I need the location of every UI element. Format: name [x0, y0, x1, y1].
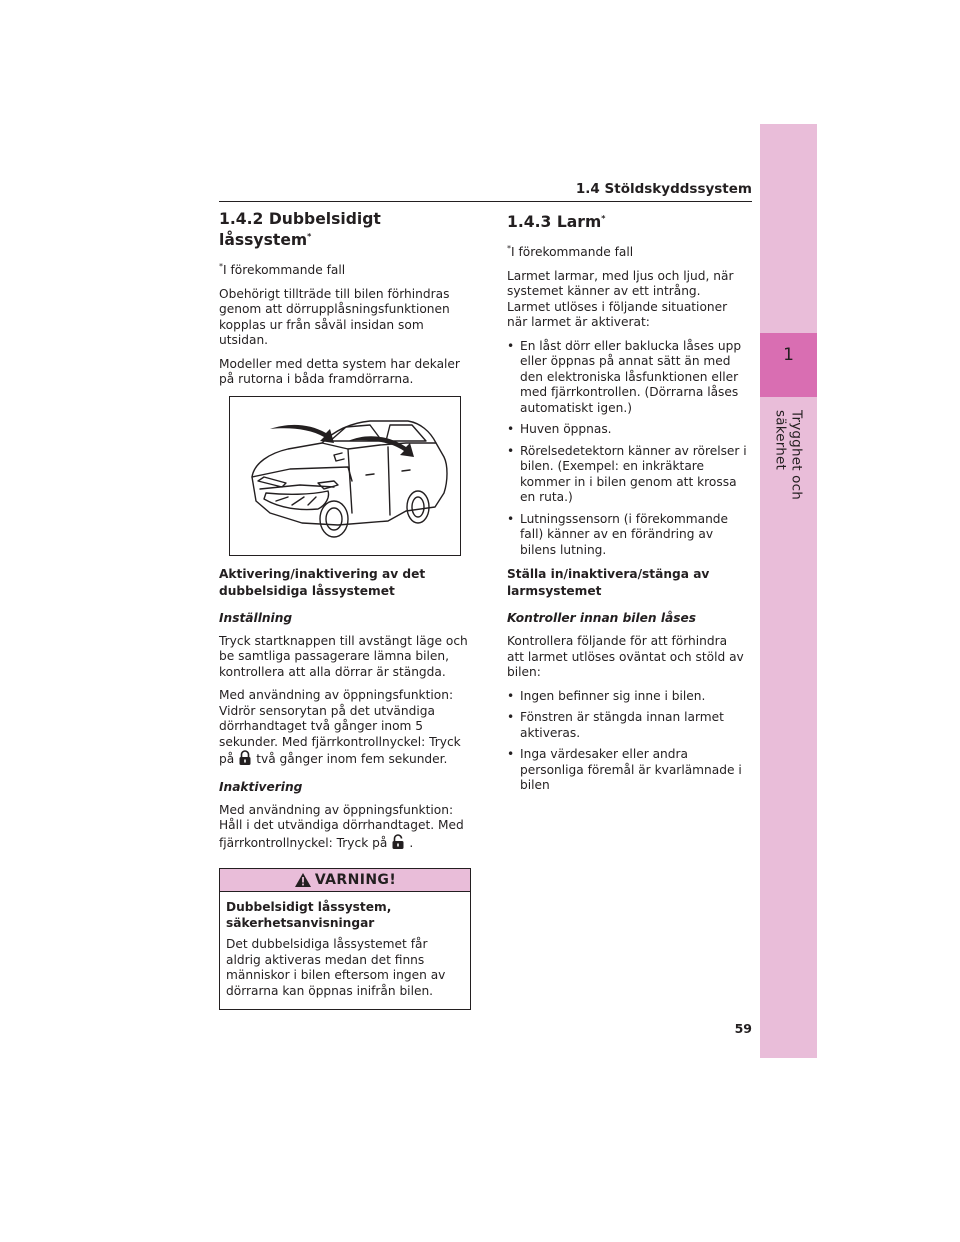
- label-deactivation: Inaktivering: [219, 779, 303, 794]
- section-heading-alarm: 1.4.3 Larm*: [507, 213, 606, 232]
- warning-subtitle: Dubbelsidigt låssystem, säkerhetsanvisningar: [226, 900, 392, 930]
- left-column: [219, 210, 471, 1010]
- label-setting: Inställning: [219, 610, 293, 625]
- subheading-activation: Aktivering/inaktivering av det dubbelsidiga låssystemet: [219, 566, 426, 598]
- warning-title: VARNING!: [314, 871, 397, 888]
- paragraph-with-icon: Med användning av öppningsfunktion: Håll i det utvändiga dörrhandtaget. Med fjärrkontrollnyckel: Tryck på .: [219, 803, 471, 855]
- paragraph-with-icon: Med användning av öppningsfunktion: Vidrör sensorytan på det utvändiga dörrhandtaget två gånger inom 5 sekunder. Med fjärrkontrollnyckel: Tryck på två gånger inom fem sekunder.: [219, 688, 471, 771]
- chapter-number-box: [760, 333, 817, 397]
- list-item: • Ingen befinner sig inne i bilen.: [507, 688, 706, 703]
- unlock-key-icon: [391, 834, 405, 855]
- trigger-list: [507, 339, 747, 559]
- chapter-title: [760, 410, 817, 560]
- warning-header: [220, 869, 470, 892]
- warning-text: Det dubbelsidiga låssystemet får aldrig aktiveras medan det finns människor i bilen eftersom ingen av dörrarna kan öppnas inifrån bilen.: [226, 937, 446, 998]
- availability-note: *I förekommande fall: [219, 262, 346, 278]
- list-item: • Inga värdesaker eller andra personliga föremål är kvarlämnade i bilen: [507, 747, 742, 793]
- check-list: [507, 689, 747, 794]
- paragraph: Larmet larmar, med ljus och ljud, när systemet känner av ett intrång. Larmet utlöses i följande situationer när larmet är aktiverat:: [507, 268, 734, 330]
- footnote-mark: *: [307, 232, 312, 241]
- paragraph: Kontrollera följande för att förhindra att larmet utlöses oväntat och stöld av bilen:: [507, 634, 744, 680]
- paragraph: Obehörigt tillträde till bilen förhindras genom att dörrupplåsningsfunktionen kopplas ur från såväl insidan som utsidan.: [219, 286, 450, 348]
- car-illustration: [229, 396, 461, 556]
- warning-triangle-icon: [294, 872, 312, 888]
- section-heading-lock-system: 1.4.2 Dubbelsidigt låssystem*: [219, 210, 381, 250]
- right-column: [507, 210, 747, 802]
- label-check-before-locking: Kontroller innan bilen låses: [507, 611, 697, 626]
- subheading-alarm-setup: Ställa in/inaktivera/stänga av larmsystemet: [507, 567, 710, 599]
- warning-box: [219, 868, 471, 1010]
- chapter-title-text: Trygghet och säkerhet: [772, 410, 805, 501]
- list-item: • Huven öppnas.: [507, 422, 612, 437]
- paragraph: Modeller med detta system har dekaler på rutorna i båda framdörrarna.: [219, 356, 460, 387]
- list-item: • Lutningssensorn (i förekommande fall) känner av en förändring av bilens lutning.: [507, 511, 729, 557]
- availability-note: *I förekommande fall: [507, 244, 634, 260]
- list-item: • Rörelsedetektorn känner av rörelser i bilen. (Exempel: en inkräktare kommer in i bilen genom att krossa en ruta.): [507, 443, 747, 505]
- list-item: • Fönstren är stängda innan larmet aktiveras.: [507, 710, 724, 740]
- footnote-mark: *: [601, 214, 606, 223]
- warning-body: [220, 892, 470, 1009]
- paragraph: Tryck startknappen till avstängt läge och be samtliga passagerare lämna bilen, kontrollera att alla dörrar är stängda.: [219, 633, 468, 679]
- chapter-number: 1: [783, 345, 794, 365]
- chapter-side-tab: [760, 124, 817, 1058]
- list-item: • En låst dörr eller baklucka låses upp eller öppnas på annat sätt än med den elektroniska låsfunktionen eller med fjärrkontrollen. (Dörrarna låses automatiskt igen.): [507, 338, 742, 415]
- section-header: 1.4 Stöldskyddssystem: [575, 181, 752, 197]
- car-illustration-svg: [230, 397, 460, 555]
- page-number: 59: [734, 1021, 752, 1036]
- header-rule: [219, 201, 752, 202]
- lock-key-icon: [238, 750, 252, 771]
